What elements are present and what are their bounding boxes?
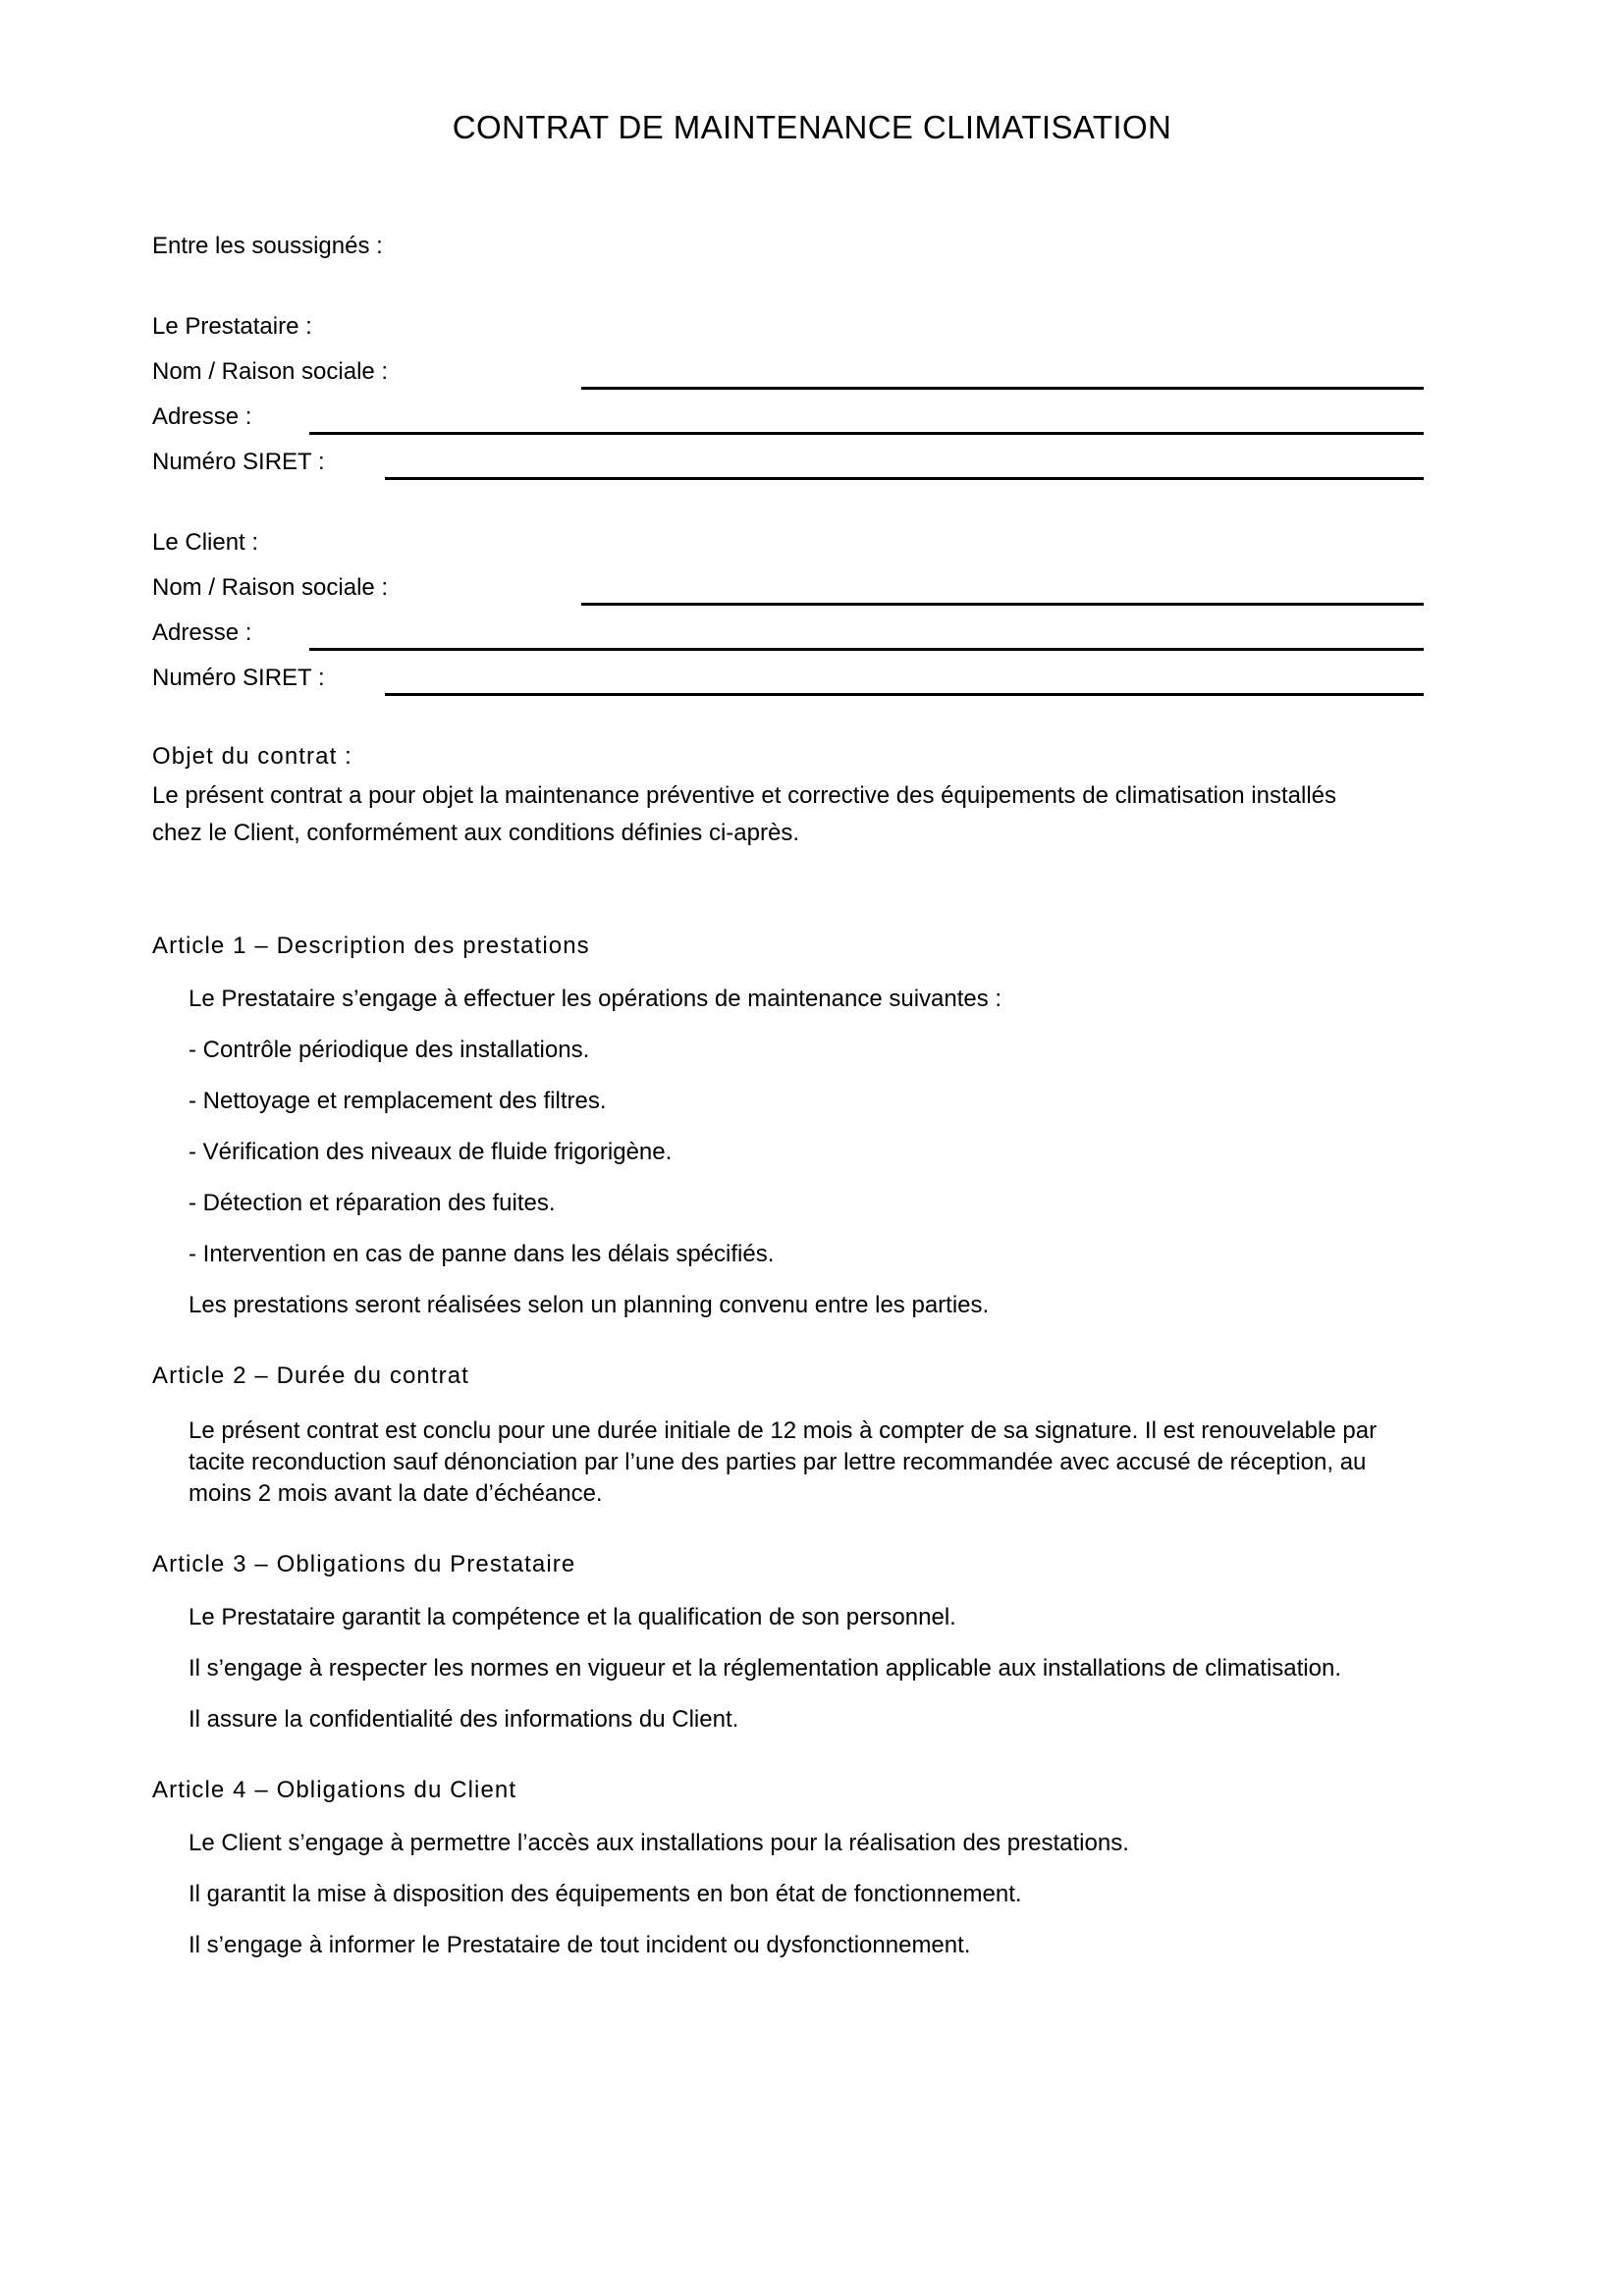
- document-body: [152, 224, 1424, 1961]
- provider-field-siret: [152, 440, 1424, 485]
- intro-line: Entre les soussignés :: [152, 233, 383, 259]
- article-line: Le Prestataire s’engage à effectuer les opérations de maintenance suivantes :: [189, 986, 1002, 1012]
- field-label: Numéro SIRET :: [152, 449, 325, 475]
- article-line: Il s’engage à informer le Prestataire de tout incident ou dysfonctionnement.: [189, 1932, 971, 1958]
- purpose-text: Le présent contrat a pour objet la maintenance préventive et corrective des équipements de climatisation installés chez le Client, conformément aux conditions définies ci-après.: [152, 782, 1337, 846]
- provider-block: [152, 304, 1424, 485]
- article-line: Il garantit la mise à disposition des équipements en bon état de fonctionnement.: [189, 1881, 1022, 1907]
- spacer: [152, 701, 1424, 736]
- client-field-name: [152, 565, 1424, 611]
- fill-in-rule[interactable]: [309, 648, 1424, 651]
- client-field-address: [152, 611, 1424, 656]
- spacer: [152, 1510, 1424, 1545]
- spacer: [152, 485, 1424, 520]
- fill-in-rule[interactable]: [581, 387, 1424, 390]
- purpose-block: [152, 736, 1424, 852]
- article-line: Le Client s’engage à permettre l’accès aux installations pour la réalisation des prestations.: [189, 1830, 1129, 1856]
- article-line: - Nettoyage et remplacement des filtres.: [189, 1088, 607, 1114]
- article-line: - Vérification des niveaux de fluide frigorigène.: [189, 1139, 673, 1165]
- fill-in-rule[interactable]: [385, 693, 1424, 696]
- page-title: CONTRAT DE MAINTENANCE CLIMATISATION: [452, 109, 1172, 145]
- spacer: [152, 1321, 1424, 1357]
- article-paragraph: Le présent contrat est conclu pour une durée initiale de 12 mois à compter de sa signature. Il est renouvelable par tacite reconduction sauf dénonciation par l’une des parties par lettre recommandée avec accusé de réception, au moins 2 mois avant la date d’échéance.: [189, 1417, 1378, 1507]
- spacer: [152, 1735, 1424, 1771]
- article-heading: Article 2 – Durée du contrat: [152, 1362, 469, 1389]
- article-line: Les prestations seront réalisées selon un planning convenu entre les parties.: [189, 1292, 990, 1318]
- article-3: [152, 1545, 1424, 1735]
- provider-field-address: [152, 395, 1424, 440]
- article-heading: Article 4 – Obligations du Client: [152, 1777, 517, 1803]
- fill-in-rule[interactable]: [385, 477, 1424, 480]
- field-label: Adresse :: [152, 619, 252, 646]
- provider-field-name: [152, 349, 1424, 395]
- article-line: Le Prestataire garantit la compétence et la qualification de son personnel.: [189, 1604, 956, 1630]
- article-line: - Contrôle périodique des installations.: [189, 1037, 590, 1063]
- article-line: Il assure la confidentialité des informations du Client.: [189, 1706, 739, 1733]
- provider-heading: Le Prestataire :: [152, 313, 312, 340]
- client-block: [152, 520, 1424, 701]
- field-label: Nom / Raison sociale :: [152, 574, 389, 601]
- fill-in-rule[interactable]: [581, 603, 1424, 606]
- spacer: [152, 269, 1424, 304]
- spacer: [152, 852, 1424, 927]
- article-paragraph: Il s’engage à respecter les normes en vigueur et la réglementation applicable aux installations de climatisation.: [189, 1655, 1341, 1682]
- article-line: - Détection et réparation des fuites.: [189, 1190, 556, 1216]
- client-field-siret: [152, 656, 1424, 701]
- client-heading: Le Client :: [152, 529, 259, 556]
- field-label: Numéro SIRET :: [152, 665, 325, 691]
- article-heading: Article 3 – Obligations du Prestataire: [152, 1551, 576, 1577]
- article-2: [152, 1357, 1424, 1510]
- fill-in-rule[interactable]: [309, 432, 1424, 435]
- article-heading: Article 1 – Description des prestations: [152, 933, 590, 959]
- article-line: - Intervention en cas de panne dans les délais spécifiés.: [189, 1241, 775, 1267]
- field-label: Nom / Raison sociale :: [152, 358, 389, 385]
- article-4: [152, 1771, 1424, 1961]
- field-label: Adresse :: [152, 403, 252, 430]
- article-1: [152, 927, 1424, 1321]
- purpose-heading: Objet du contrat :: [152, 743, 352, 770]
